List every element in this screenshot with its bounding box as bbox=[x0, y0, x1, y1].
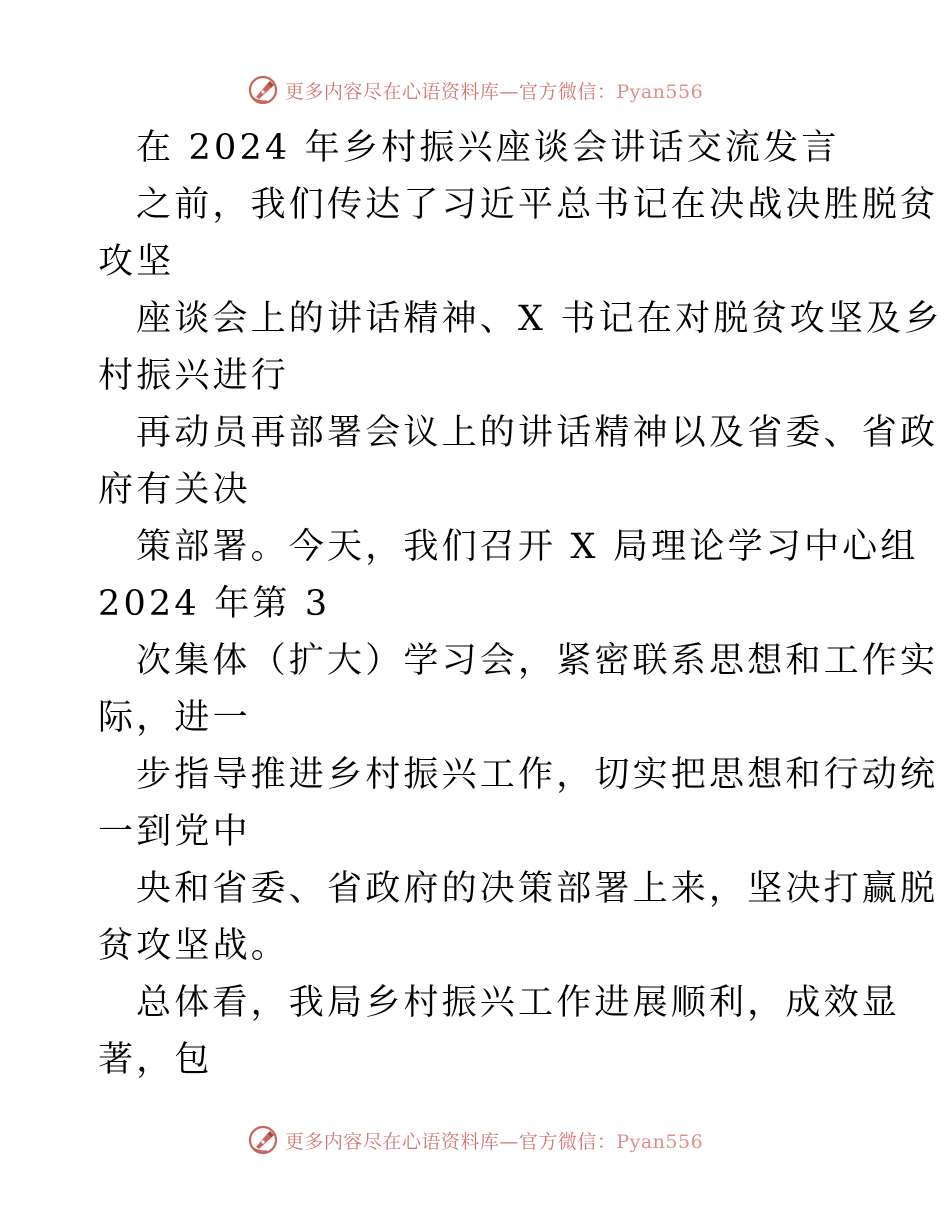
footer-banner bbox=[0, 1120, 950, 1160]
footer-banner-content bbox=[247, 1124, 703, 1156]
paragraph-line: 策部署。今天，我们召开 X 局理论学习中心组 bbox=[136, 527, 919, 567]
paragraph-line: 村振兴进行 bbox=[98, 356, 290, 396]
header-banner bbox=[0, 70, 950, 110]
paragraph-line: 再动员再部署会议上的讲话精神以及省委、省政 bbox=[136, 413, 939, 453]
paragraph-line: 央和省委、省政府的决策部署上来，坚决打赢脱 bbox=[136, 869, 939, 909]
document-title: 在 2024 年乡村振兴座谈会讲话交流发言 bbox=[136, 128, 840, 168]
paragraph-line: 次集体（扩大）学习会，紧密联系思想和工作实 bbox=[136, 641, 939, 681]
footer-banner-text bbox=[285, 1127, 703, 1154]
footer-banner-label: 更多内容尽在心语资料库—官方微信： bbox=[284, 1130, 617, 1153]
paragraph-line: 总体看，我局乡村振兴工作进展顺利，成效显 bbox=[136, 983, 901, 1023]
paragraph-line: 攻坚 bbox=[98, 242, 175, 282]
footer-banner-brand: Pyan556 bbox=[616, 1130, 704, 1153]
paragraph-line: 府有关决 bbox=[98, 470, 251, 510]
header-banner-text bbox=[285, 77, 703, 104]
header-banner-content bbox=[247, 74, 703, 106]
header-banner-label: 更多内容尽在心语资料库—官方微信： bbox=[284, 80, 617, 103]
paragraph-line: 2024 年第 3 bbox=[98, 584, 331, 624]
paragraph-line: 一到党中 bbox=[98, 812, 251, 852]
pen-nib-logo-icon bbox=[247, 1124, 279, 1156]
paragraph-line: 座谈会上的讲话精神、X 书记在对脱贫攻坚及乡 bbox=[136, 299, 943, 339]
paragraph-line: 之前，我们传达了习近平总书记在决战决胜脱贫 bbox=[136, 185, 939, 225]
pen-nib-logo-icon bbox=[247, 74, 279, 106]
paragraph-line: 贫攻坚战。 bbox=[98, 926, 290, 966]
paragraph-line: 际，进一 bbox=[98, 698, 251, 738]
paragraph-line: 步指导推进乡村振兴工作，切实把思想和行动统 bbox=[136, 755, 939, 795]
header-banner-brand: Pyan556 bbox=[616, 80, 704, 103]
paragraph-line: 著，包 bbox=[98, 1040, 213, 1080]
